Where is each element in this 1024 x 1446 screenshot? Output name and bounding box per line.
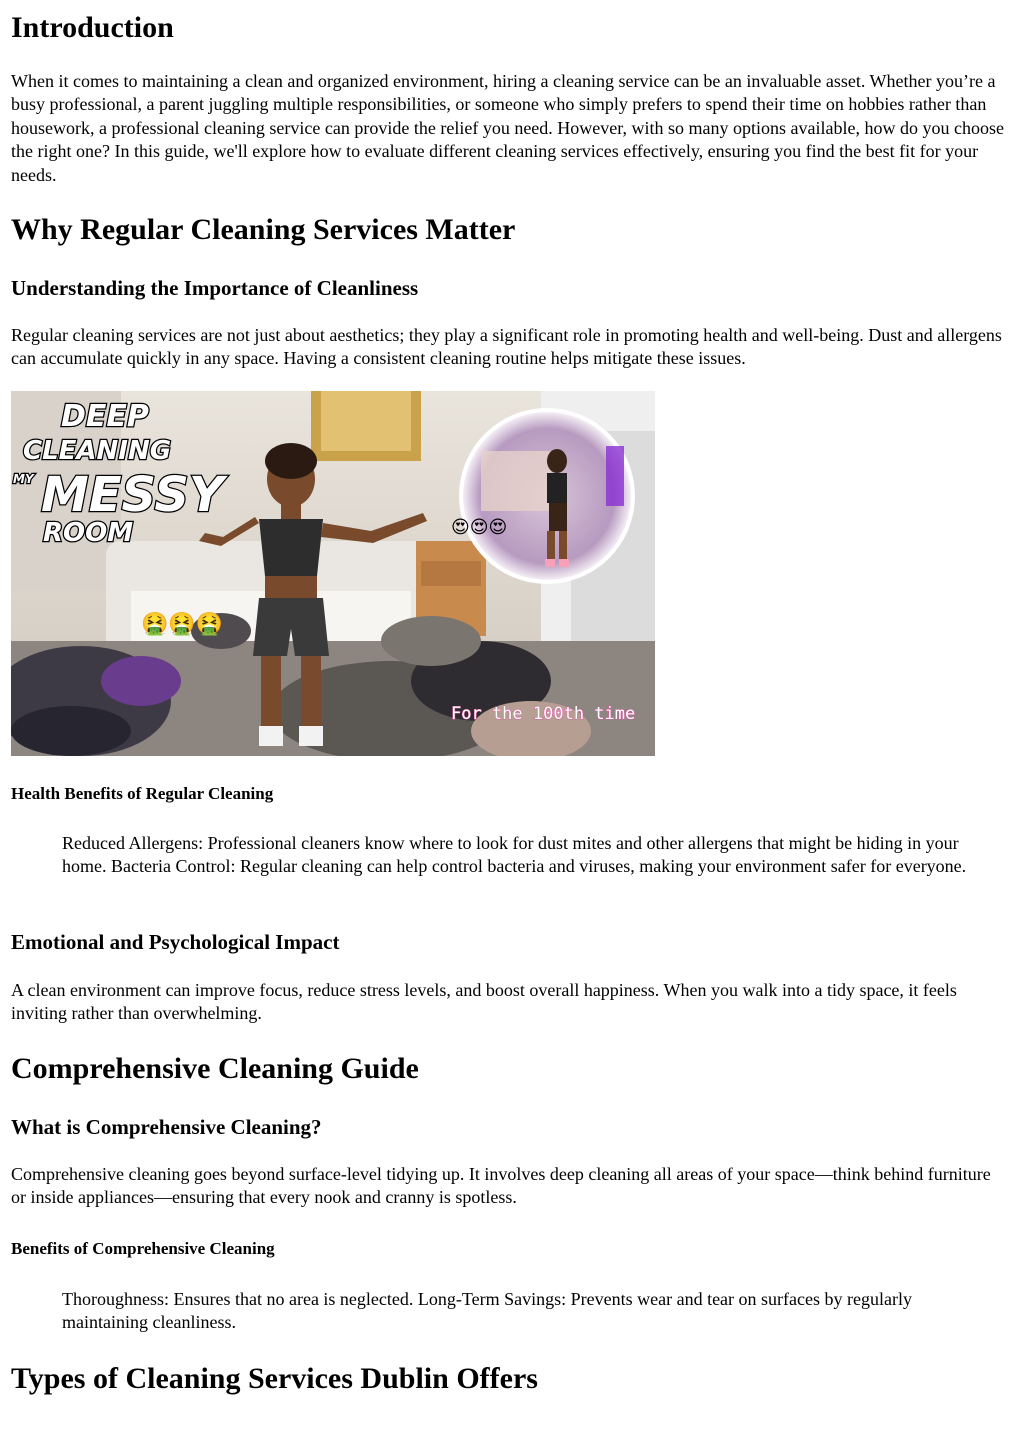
hero-text-deep: DEEP (61, 399, 149, 434)
paragraph-emotional: A clean environment can improve focus, reduce stress levels, and boost overall happiness. When you walk into a tidy space, it feels inviting rather than overwhelming. (11, 980, 957, 1024)
hero-emoji-love: 😍😍😍 (451, 517, 508, 538)
quote-benefits-comprehensive: Thoroughness: Ensures that no area is neglected. Long-Term Savings: Prevents wear and tear on surfaces by regularly maintaining cleanliness. (62, 1289, 912, 1333)
hero-image-messy-room (11, 391, 655, 756)
heading-types-of-services: Types of Cleaning Services Dublin Offers (11, 1362, 538, 1395)
hero-text-room: ROOM (43, 518, 134, 548)
hero-text-messy: MESSY (41, 467, 224, 523)
heading-what-is-comprehensive: What is Comprehensive Cleaning? (11, 1115, 322, 1139)
heading-emotional-impact: Emotional and Psychological Impact (11, 930, 340, 954)
hero-caption: For the 100th time (451, 704, 636, 724)
heading-understanding-cleanliness: Understanding the Importance of Cleanliness (11, 276, 419, 300)
paragraph-introduction: When it comes to maintaining a clean and organized environment, hiring a cleaning service can be an invaluable asset. Whether you’re a busy professional, a parent juggling multiple responsibilities, or someone who simply prefers to spend their time on hobbies rather than housework, a professional cleaning service can provide the relief you need. However, with so many options available, how do you choose the right one? In this guide, we'll explore how to evaluate different cleaning services effectively, ensuring you find the best fit for your needs. (11, 71, 1004, 185)
paragraph-understanding: Regular cleaning services are not just about aesthetics; they play a significant role in promoting health and well-being. Dust and allergens can accumulate quickly in any space. Having a consistent cleaning routine helps mitigate these issues. (11, 325, 1002, 369)
hero-emoji-sick: 🤮🤮🤮 (141, 612, 224, 637)
heading-health-benefits: Health Benefits of Regular Cleaning (11, 784, 274, 803)
heading-comprehensive-guide: Comprehensive Cleaning Guide (11, 1052, 419, 1085)
paragraph-what-is-comprehensive: Comprehensive cleaning goes beyond surface-level tidying up. It involves deep cleaning all areas of your space—think behind furniture or inside appliances—ensuring that every nook and cranny is spotless. (11, 1164, 991, 1208)
hero-text-cleaning: CLEANING (23, 436, 172, 466)
heading-why-regular-cleaning: Why Regular Cleaning Services Matter (11, 213, 516, 246)
hero-text-my: MY (13, 472, 34, 486)
heading-introduction: Introduction (11, 11, 174, 44)
heading-benefits-comprehensive: Benefits of Comprehensive Cleaning (11, 1239, 275, 1258)
quote-health-benefits: Reduced Allergens: Professional cleaners know where to look for dust mites and other allergens that might be hiding in your home. Bacteria Control: Regular cleaning can help control bacteria and viruses, making your environment safer for everyone. (62, 833, 967, 877)
